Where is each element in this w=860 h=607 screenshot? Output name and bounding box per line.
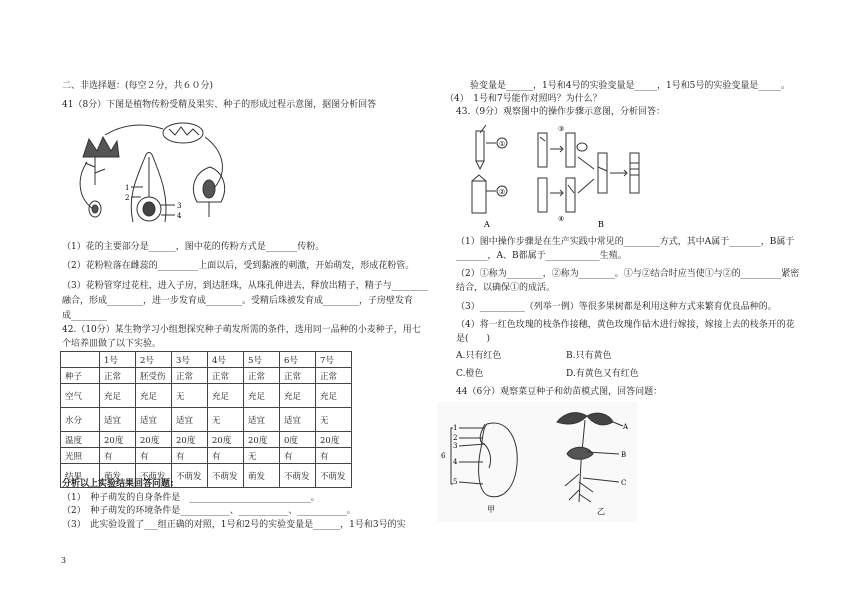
- table-header-row: [61, 352, 352, 368]
- q43-label-B: B: [598, 220, 604, 229]
- q44-label-3: 3: [453, 442, 458, 450]
- table-cell: 20度: [208, 432, 244, 448]
- table-cell: 无: [172, 384, 208, 408]
- table-cell: 有: [100, 448, 136, 464]
- q44-label-A: A: [623, 423, 629, 431]
- experiment-table: [60, 351, 352, 488]
- q43-item-1a: （1）图中操作步骤是在生产实践中常见的________方式，其中A属于_______，B属于: [456, 237, 795, 247]
- table-cell: 适宜: [244, 408, 280, 432]
- table-cell: 正常: [280, 368, 316, 384]
- q43-item-2b: 结合，以确保①的成活。: [456, 283, 556, 293]
- q43-option-b: B.只有黄色: [566, 351, 612, 361]
- q44-header: 44（6分）观察菜豆种子和幼苗模式图，回答问题：: [456, 387, 663, 397]
- table-cell: 充足: [316, 384, 352, 408]
- q41-item-3c: 成________: [62, 311, 108, 321]
- table-cell: 正常: [244, 368, 280, 384]
- q43-item-1b: _______，A、B都属于____________生殖。: [456, 251, 627, 261]
- table-header-cell: 3号: [172, 352, 208, 368]
- table-cell: 适宜: [280, 408, 316, 432]
- table-cell: 适宜: [172, 408, 208, 432]
- table-cell: 20度: [316, 432, 352, 448]
- q43-option-a: A.只有红色: [456, 351, 502, 361]
- table-cell: 充足: [208, 384, 244, 408]
- q42-continued: 验变量是______，1号和4号的实验变量是_____，1号和5号的实验变量是_____。: [470, 81, 790, 91]
- table-header-cell: 2号: [136, 352, 172, 368]
- q43-header: 43.（9分）观察图中的操作步骤示意图，分析回答：: [456, 107, 666, 117]
- table-cell: 正常: [208, 368, 244, 384]
- table-cell: 有: [280, 448, 316, 464]
- q43-label-2: ②: [499, 188, 506, 196]
- q43-label-1: ①: [499, 140, 506, 148]
- table-cell: 正常: [172, 368, 208, 384]
- q41-label-2: 2: [125, 194, 130, 202]
- table-cell: 正常: [100, 368, 136, 384]
- q42-item-1: （1） 种子萌发的自身条件是 ___________________________。: [62, 493, 320, 503]
- table-cell: 不萌发: [136, 464, 172, 488]
- table-cell: 结果: [61, 464, 100, 488]
- table-cell: 有: [172, 448, 208, 464]
- q41-label-3: 3: [177, 202, 182, 210]
- q44-bean-diagram: [437, 402, 637, 522]
- table-cell: 温度: [61, 432, 100, 448]
- q43-item-4a: （4）将一红色玫瑰的枝条作接穗，黄色玫瑰作砧木进行嫁接，嫁接上去的枝条开的花: [456, 320, 795, 330]
- q41-flower-diagram: [65, 117, 235, 225]
- q44-label-yi: 乙: [597, 507, 605, 516]
- q43-label-3: ③: [558, 125, 565, 133]
- table-cell: 充足: [280, 384, 316, 408]
- q44-label-jia: 甲: [487, 505, 495, 514]
- q42-analysis-title: 分析以上实验结果回答问题:: [62, 479, 174, 489]
- table-row: [61, 408, 352, 432]
- q44-label-4: 4: [453, 458, 458, 466]
- q41-label-4: 4: [177, 212, 182, 220]
- table-cell: 有: [208, 448, 244, 464]
- table-cell: 萌发: [244, 464, 280, 488]
- q44-label-2: 2: [453, 434, 458, 442]
- table-cell: 有: [316, 448, 352, 464]
- q41-item-2: （2）花粉粒落在雌蕊的_________上面以后，受到黏液的刺激，开始萌发，形成花粉管。: [62, 261, 415, 271]
- q41-item-1: （1）花的主要部分是______，图中花的传粉方式是_______传粉。: [62, 242, 325, 252]
- table-cell: 胚受伤: [136, 368, 172, 384]
- table-cell: 不萌发: [172, 464, 208, 488]
- q42-header-1: 42.（10分）某生物学习小组想探究种子萌发所需的条件，选用同一品种的小麦种子，用七: [62, 325, 421, 335]
- q41-item-3b: 融合，形成________，进一步发育成________。受精后珠被发育成________，子房壁发育: [62, 296, 414, 306]
- table-cell: 无: [208, 408, 244, 432]
- q41-header: 41（8分）下图是植物传粉受精及果实、种子的形成过程示意图，据图分析回答: [62, 100, 377, 110]
- table-row: [61, 448, 352, 464]
- q43-item-4b: 是( ): [456, 334, 491, 344]
- q44-label-6: 6: [441, 452, 446, 460]
- table-header-cell: 1号: [100, 352, 136, 368]
- table-cell: 适宜: [100, 408, 136, 432]
- table-cell: 充足: [136, 384, 172, 408]
- table-cell: 20度: [244, 432, 280, 448]
- q43-item-2a: （2）①称为________，②称为________。①与②结合时应当使①与②的_________紧密: [456, 269, 800, 279]
- q44-label-5: 5: [453, 478, 458, 486]
- q41-label-1: 1: [125, 184, 130, 192]
- q44-label-1: 1: [453, 424, 458, 432]
- table-cell: 水分: [61, 408, 100, 432]
- q44-label-C: C: [621, 479, 627, 487]
- q42-header-2: 个培养皿做了以下实验。: [62, 339, 162, 349]
- table-cell: 充足: [244, 384, 280, 408]
- table-header-cell: 4号: [208, 352, 244, 368]
- q42-item-3: （3） 此实验设置了___组正确的对照，1号和2号的实验变量是______，1号和3号的实: [62, 520, 406, 530]
- table-cell: 充足: [100, 384, 136, 408]
- table-cell: 不萌发: [208, 464, 244, 488]
- table-cell: 无: [244, 448, 280, 464]
- q43-grafting-diagram: [458, 123, 660, 230]
- q43-label-4: ④: [558, 215, 565, 223]
- table-cell: 空气: [61, 384, 100, 408]
- table-cell: 种子: [61, 368, 100, 384]
- table-row: [61, 368, 352, 384]
- table-cell: 光照: [61, 448, 100, 464]
- table-row: [61, 432, 352, 448]
- table-cell: 无: [316, 408, 352, 432]
- table-cell: 适宜: [136, 408, 172, 432]
- q43-option-c: C.橙色: [456, 369, 484, 379]
- table-cell: 有: [136, 448, 172, 464]
- q42-item-4: （4） 1号和7号能作对照吗？为什么？: [445, 94, 602, 104]
- q43-option-d: D.有黄色又有红色: [566, 369, 639, 379]
- table-header-cell: 6号: [280, 352, 316, 368]
- q44-label-B: B: [621, 451, 627, 459]
- q41-item-3a: （3）花粉管穿过花柱，进入子房，到达胚珠，从珠孔伸进去，释放出精子，精子与________: [62, 281, 428, 291]
- table-cell: 正常: [316, 368, 352, 384]
- table-cell: 不萌发: [316, 464, 352, 488]
- table-cell: 不萌发: [280, 464, 316, 488]
- table-cell: 0度: [280, 432, 316, 448]
- table-cell: 20度: [136, 432, 172, 448]
- table-header-cell: 7号: [316, 352, 352, 368]
- table-cell: 萌发: [100, 464, 136, 488]
- table-header-cell: [61, 352, 100, 368]
- table-header-cell: 5号: [244, 352, 280, 368]
- q42-item-2: （2） 种子萌发的环境条件是___________、___________、___________。: [62, 506, 356, 516]
- q43-item-3: （3）__________（列举一例）等很多果树都是利用这种方式来繁育优良品种的。: [456, 302, 777, 312]
- section-title: 二、非选择题：(每空２分，共６０分): [62, 81, 214, 91]
- page-number: 3: [61, 556, 67, 565]
- table-row: [61, 384, 352, 408]
- table-cell: 20度: [100, 432, 136, 448]
- q43-label-A: A: [484, 220, 490, 229]
- table-cell: 20度: [172, 432, 208, 448]
